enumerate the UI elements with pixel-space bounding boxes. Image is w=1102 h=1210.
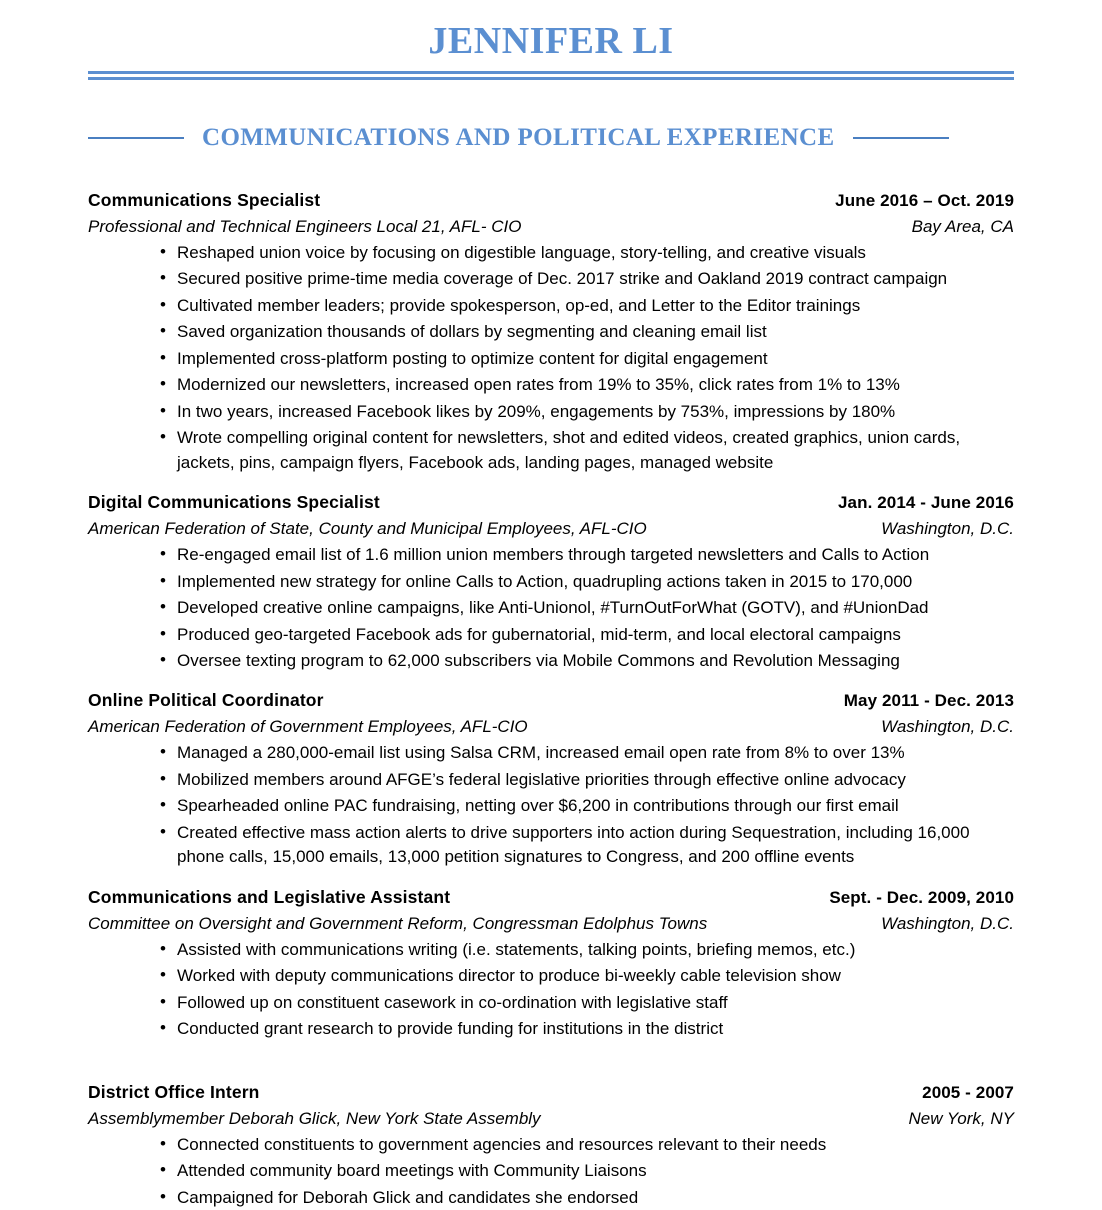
experience-entry: [88, 1082, 1014, 1210]
experience-list: [88, 152, 1014, 1210]
job-organization: American Federation of Government Employees, AFL-CIO: [88, 717, 528, 737]
job-location: New York, NY: [908, 1108, 1014, 1128]
header-divider-bottom-line: [88, 77, 1014, 80]
experience-org-row: [88, 717, 1014, 737]
candidate-name: JENNIFER LI: [428, 20, 674, 62]
experience-title-row: [88, 1082, 1014, 1103]
experience-entry: [88, 190, 1014, 475]
job-bullet: • Saved organization thousands of dollars by segmenting and cleaning email list: [160, 320, 1014, 344]
job-title: Digital Communications Specialist: [88, 492, 380, 513]
section-heading: [88, 124, 1014, 152]
job-bullet: • In two years, increased Facebook likes by 209%, engagements by 753%, impressions by 180%: [160, 400, 1014, 424]
job-bullet: • Mobilized members around AFGE’s federal legislative priorities through effective online advocacy: [160, 768, 1014, 792]
job-bullet: • Developed creative online campaigns, like Anti-Unionol, #TurnOutForWhat (GOTV), and #UnionDad: [160, 596, 1014, 620]
job-dates: May 2011 - Dec. 2013: [843, 691, 1014, 711]
section-title: COMMUNICATIONS AND POLITICAL EXPERIENCE: [202, 123, 835, 151]
job-organization: Committee on Oversight and Government Reform, Congressman Edolphus Towns: [88, 913, 708, 933]
section-rule-left: [88, 137, 184, 139]
job-bullet: • Secured positive prime-time media coverage of Dec. 2017 strike and Oakland 2019 contract campaign: [160, 267, 1014, 291]
job-bullet-list: [88, 1133, 1014, 1210]
job-title: Communications and Legislative Assistant: [88, 886, 451, 907]
experience-title-row: [88, 690, 1014, 711]
job-bullet: • Worked with deputy communications director to produce bi-weekly cable television show: [160, 964, 1014, 988]
experience-entry: [88, 690, 1014, 869]
job-bullet-list: [88, 543, 1014, 673]
job-bullet: • Assisted with communications writing (i.e. statements, talking points, briefing memos, etc.): [160, 938, 1014, 962]
job-organization: Professional and Technical Engineers Local 21, AFL- CIO: [88, 216, 522, 236]
job-bullet: • Wrote compelling original content for newsletters, shot and edited videos, created graphics, union cards, jackets, pins, campaign flyers, Facebook ads, landing pages, managed website: [160, 426, 1014, 475]
job-bullet: • Conducted grant research to provide funding for institutions in the district: [160, 1017, 1014, 1041]
section-rule-right: [853, 137, 949, 139]
experience-org-row: [88, 1109, 1014, 1129]
resume-header: [0, 0, 1102, 80]
job-bullet: • Managed a 280,000-email list using Salsa CRM, increased email open rate from 8% to over 13%: [160, 741, 1014, 765]
job-bullet: • Campaigned for Deborah Glick and candidates she endorsed: [160, 1186, 1014, 1210]
experience-title-row: [88, 887, 1014, 908]
job-dates: Sept. - Dec. 2009, 2010: [829, 887, 1014, 907]
job-bullet: • Produced geo-targeted Facebook ads for gubernatorial, mid-term, and local electoral campaigns: [160, 623, 1014, 647]
job-title: District Office Intern: [88, 1081, 260, 1102]
job-organization: American Federation of State, County and Municipal Employees, AFL-CIO: [88, 519, 647, 539]
job-bullet: • Followed up on constituent casework in co-ordination with legislative staff: [160, 991, 1014, 1015]
job-bullet: • Modernized our newsletters, increased open rates from 19% to 35%, click rates from 1% to 13%: [160, 373, 1014, 397]
experience-entry: [88, 887, 1014, 1042]
job-bullet-list: [88, 241, 1014, 475]
job-dates: 2005 - 2007: [922, 1082, 1014, 1102]
job-bullet: • Created effective mass action alerts to drive supporters into action during Sequestration, including 16,000 phone calls, 15,000 emails, 13,000 petition signatures to Congress, and 200 offline events: [160, 821, 1014, 870]
experience-org-row: [88, 914, 1014, 934]
job-bullet: • Implemented new strategy for online Calls to Action, quadrupling actions taken in 2015 to 170,000: [160, 570, 1014, 594]
job-bullet: • Re-engaged email list of 1.6 million union members through targeted newsletters and Calls to Action: [160, 543, 1014, 567]
experience-entry: [88, 492, 1014, 673]
job-bullet: • Spearheaded online PAC fundraising, netting over $6,200 in contributions through our first email: [160, 794, 1014, 818]
job-location: Washington, D.C.: [881, 519, 1014, 539]
job-bullet-list: [88, 938, 1014, 1042]
job-bullet-list: [88, 741, 1014, 869]
job-bullet: • Connected constituents to government agencies and resources relevant to their needs: [160, 1133, 1014, 1157]
job-bullet: • Cultivated member leaders; provide spokesperson, op-ed, and Letter to the Editor trainings: [160, 294, 1014, 318]
experience-title-row: [88, 492, 1014, 513]
job-location: Washington, D.C.: [881, 913, 1014, 933]
experience-org-row: [88, 217, 1014, 237]
job-organization: Assemblymember Deborah Glick, New York State Assembly: [88, 1108, 541, 1128]
job-dates: June 2016 – Oct. 2019: [835, 190, 1014, 210]
job-bullet: • Attended community board meetings with Community Liaisons: [160, 1159, 1014, 1183]
job-bullet: • Implemented cross-platform posting to optimize content for digital engagement: [160, 347, 1014, 371]
experience-org-row: [88, 519, 1014, 539]
job-location: Bay Area, CA: [911, 216, 1014, 236]
job-bullet: • Oversee texting program to 62,000 subscribers via Mobile Commons and Revolution Messaging: [160, 649, 1014, 673]
job-title: Communications Specialist: [88, 189, 321, 210]
header-divider: [88, 71, 1014, 80]
experience-title-row: [88, 190, 1014, 211]
job-location: Washington, D.C.: [881, 717, 1014, 737]
job-dates: Jan. 2014 - June 2016: [838, 493, 1014, 513]
job-title: Online Political Coordinator: [88, 690, 324, 711]
job-bullet: • Reshaped union voice by focusing on digestible language, story-telling, and creative visuals: [160, 241, 1014, 265]
